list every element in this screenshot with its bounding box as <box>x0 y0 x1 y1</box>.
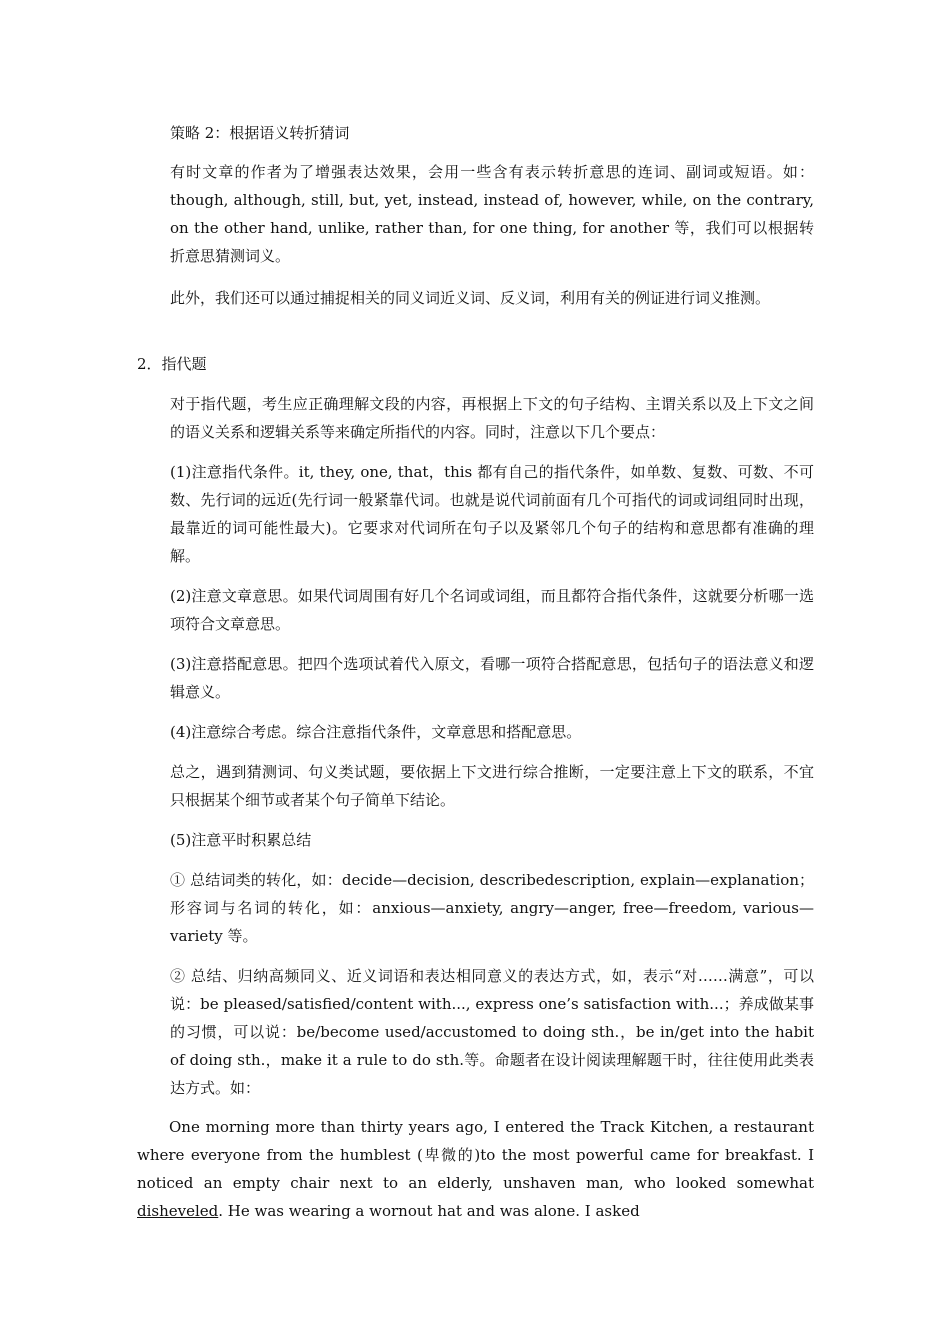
point-3: (3)注意搭配意思。把四个选项试着代入原文，看哪一项符合搭配意思，包括句子的语法意义和逻辑意义。 <box>170 655 814 701</box>
passage-text-after: . He was wearing a wornout hat and was alone. I asked <box>218 1202 640 1220</box>
summary: 总之，遇到猜测词、句义类试题，要依据上下文进行综合推断，一定要注意上下文的联系，不宜只根据某个细节或者某个句子简单下结论。 <box>170 763 814 809</box>
section2-intro: 对于指代题，考生应正确理解文段的内容，再根据上下文的句子结构、主谓关系以及上下文之间的语义关系和逻辑关系等来确定所指代的内容。同时，注意以下几个要点： <box>170 395 814 441</box>
passage-text-before: One morning more than thirty years ago, I entered the Track Kitchen, a restaurant where everyone from the humblest (卑微的)to the most powerful came for breakfast. I noticed an empty chair next to an elderly, unshaven man, who looked somewhat <box>137 1118 814 1192</box>
strategy2-heading: 策略 2：根据语义转折猜词 <box>170 124 350 142</box>
point-2: (2)注意文章意思。如果代词周围有好几个名词或词组，而且都符合指代条件，这就要分析哪一选项符合文章意思。 <box>170 587 814 633</box>
section2-heading: 2．指代题 <box>137 355 207 373</box>
point-4: (4)注意综合考虑。综合注意指代条件，文章意思和搭配意思。 <box>170 723 582 741</box>
point-5-item-1: ① 总结词类的转化，如：decide—decision, describedescription, explain—explanation；形容词与名词的转化，如：anxious—anxiety, angry—anger, free—freedom, various—variety 等。 <box>170 871 814 945</box>
additional-note: 此外，我们还可以通过捕捉相关的同义词近义词、反义词，利用有关的例证进行词义推测。 <box>170 289 771 307</box>
point-5: (5)注意平时积累总结 <box>170 831 312 849</box>
underlined-word: disheveled <box>137 1202 219 1220</box>
point-5-item-2: ② 总结、归纳高频同义、近义词语和表达相同意义的表达方式，如，表示“对……满意”，可以说：be pleased/satisfied/content with..., express one’s satisfaction with...；养成做某事的习惯，可以说：be/become used/accustomed to doing sth.，be in/get into the habit of doing sth.，make it a rule to do sth.等。命题者在设计阅读理解题干时，往往使用此类表达方式。如： <box>170 967 814 1097</box>
point-1: (1)注意指代条件。it, they, one, that，this 都有自己的指代条件，如单数、复数、可数、不可数、先行词的远近(先行词一般紧靠代词。也就是说代词前面有几个可指代的词或词组同时出现，最靠近的词可能性最大)。它要求对代词所在句子以及紧邻几个句子的结构和意思都有准确的理解。 <box>170 463 814 565</box>
example-passage <box>137 1113 814 1225</box>
strategy2-body: 有时文章的作者为了增强表达效果，会用一些含有表示转折意思的连词、副词或短语。如：though, although, still, but, yet, instead, instead of, however, while, on the contrary, on the other hand, unlike, rather than, for one thing, for another 等，我们可以根据转折意思猜测词义。 <box>170 163 814 265</box>
